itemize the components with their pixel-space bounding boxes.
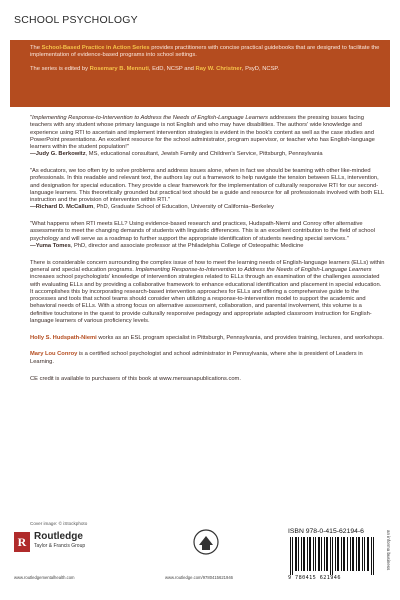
endorsement: "As educators, we too often try to solve problems and address issues alone, when in fact we should be teaming with other like-minded professionals. In this readable and relevant text, the authors lay out a framework to help navigate the tension between ELLs, intervention, and designation for special education. They provide a clear framework for the implementation of culturally responsive RTI for our second-language learners. This theoretically grounded but practical text should be a guide and resource for all professionals involved with both ELL instruction and the provision of intervention within RTI." —Richard D. McCallum, PhD, Graduate School of Education, University of California–Berkeley — [30, 168, 384, 211]
endorser-name: —Judy G. Berkowitz — [30, 151, 86, 158]
cover-image-credit: Cover image: © iStockphoto — [30, 521, 88, 526]
endorser-name: —Richard D. McCallum — [30, 204, 94, 211]
publisher-mark-icon — [190, 528, 222, 564]
barcode-icon — [288, 537, 376, 575]
series-description: The School-Based Practice in Action Series provides practitioners with concise practical guidebooks that are designed to facilitate the implementation of evidence-based programs into school settings. — [30, 45, 380, 59]
series-title: School-Based Practice in Action Series — [41, 45, 150, 51]
routledge-icon: R — [14, 532, 30, 552]
isbn-number: ISBN 978-0-415-62194-6 — [288, 528, 364, 535]
routledge-logo — [14, 528, 94, 562]
ce-credit-note: CE credit is available to purchasers of this book at www.mensanapublications.com. — [30, 375, 241, 382]
barcode-block — [288, 528, 376, 584]
publisher-group: Taylor & Francis Group — [34, 543, 86, 549]
editor-name: Rosemary B. Mennuti — [89, 66, 149, 73]
editor-name: Ray W. Christner — [195, 66, 242, 73]
barcode-digits: 9 780415 621946 — [288, 575, 341, 581]
publisher-name: Routledge — [34, 531, 83, 542]
series-info-box — [10, 40, 390, 107]
series-description-rest: provides practitioners with concise practical guidebooks that are designed to facilitate the implementation of evidence-based programs into school settings. — [30, 45, 380, 59]
series-editors: The series is edited by Rosemary B. Mennuti, EdD, NCSP and Ray W. Christner, PsyD, NCSP. — [30, 66, 280, 73]
endorsement: "What happens when RTI meets ELL? Using evidence-based research and practices, Hudspath-Niemi and Conroy offer alternative assessments to meet the changing demands of students with linguistic differences. This is an excellent contribution to the field of school psychology and will serve as a roadmap to further support the appropriate identification of students needing special services." —Yuma Tomes, PhD, director and associate professor at the Philadelphia College of Osteopathic Medicine — [30, 221, 375, 249]
author-name: Holly S. Hudspath-Niemi — [30, 334, 97, 341]
book-description: There is considerable concern surrounding the complex issue of how to meet the learning needs of English-language learners (ELLs) within general and special education programs. Implementing Response-to-Intervention to Address the Needs of English-Language Learners increases school psychologists' knowledge of intervention strategies related to ELLs through an examination of the challenges associated with evaluating ELLs and by providing a collaborative framework to enhance educational identification and placement in special education. It accomplishes this by incorporating research-based intervention approaches for ELLs and offering a comprehensive guide to the processes and tools that school teams should consider when utilizing a response-to-intervention model to support the academic and behavioral needs of ELLs. With a strong focus on alternative assessment, collaboration, and parental involvement, this volume is a definitive touchstone in the quest to provide culturally responsive pedagogy and appropriate adapted classroom instruction for English-language learners of various proficiency levels. — [30, 259, 385, 324]
category-label: SCHOOL PSYCHOLOGY — [14, 14, 138, 26]
author-bio: Holly S. Hudspath-Niemi works as an ESL program specialist in Pittsburgh, Pennsylvania, and provides training, lectures, and workshops. — [30, 334, 384, 341]
book-url: www.routledge.com/9780415621946 — [165, 575, 233, 580]
endorser-name: —Yuma Tomes — [30, 242, 71, 249]
author-name: Mary Lou Conroy — [30, 351, 78, 358]
endorsement: "Implementing Response-to-Intervention to Address the Needs of English-Language Learners addresses the pressing issues facing teachers with any student whose primary language is not English and who may have disabilities. The authors' wide knowledge and experience using RTI to ascertain and implement intervention strategies is evident in the book's content as well as the case studies and PowerPoint presentations. An excellent resource for the school administrator, program supervisor, or teacher who has English-language learners within the student population!" —Judy G. Berkowitz, MS, educational consultant, Jewish Family and Children's Service, Pittsburgh, Pennsylvania — [30, 115, 375, 158]
back-cover-text — [30, 115, 386, 392]
publisher-url: www.routledgementalhealth.com — [14, 575, 75, 580]
author-bio: Mary Lou Conroy is a certified school psychologist and school administrator in Pennsylvania, where she is president of Leaders in Learning. — [30, 351, 363, 365]
side-tagline: an informa business — [386, 530, 391, 571]
